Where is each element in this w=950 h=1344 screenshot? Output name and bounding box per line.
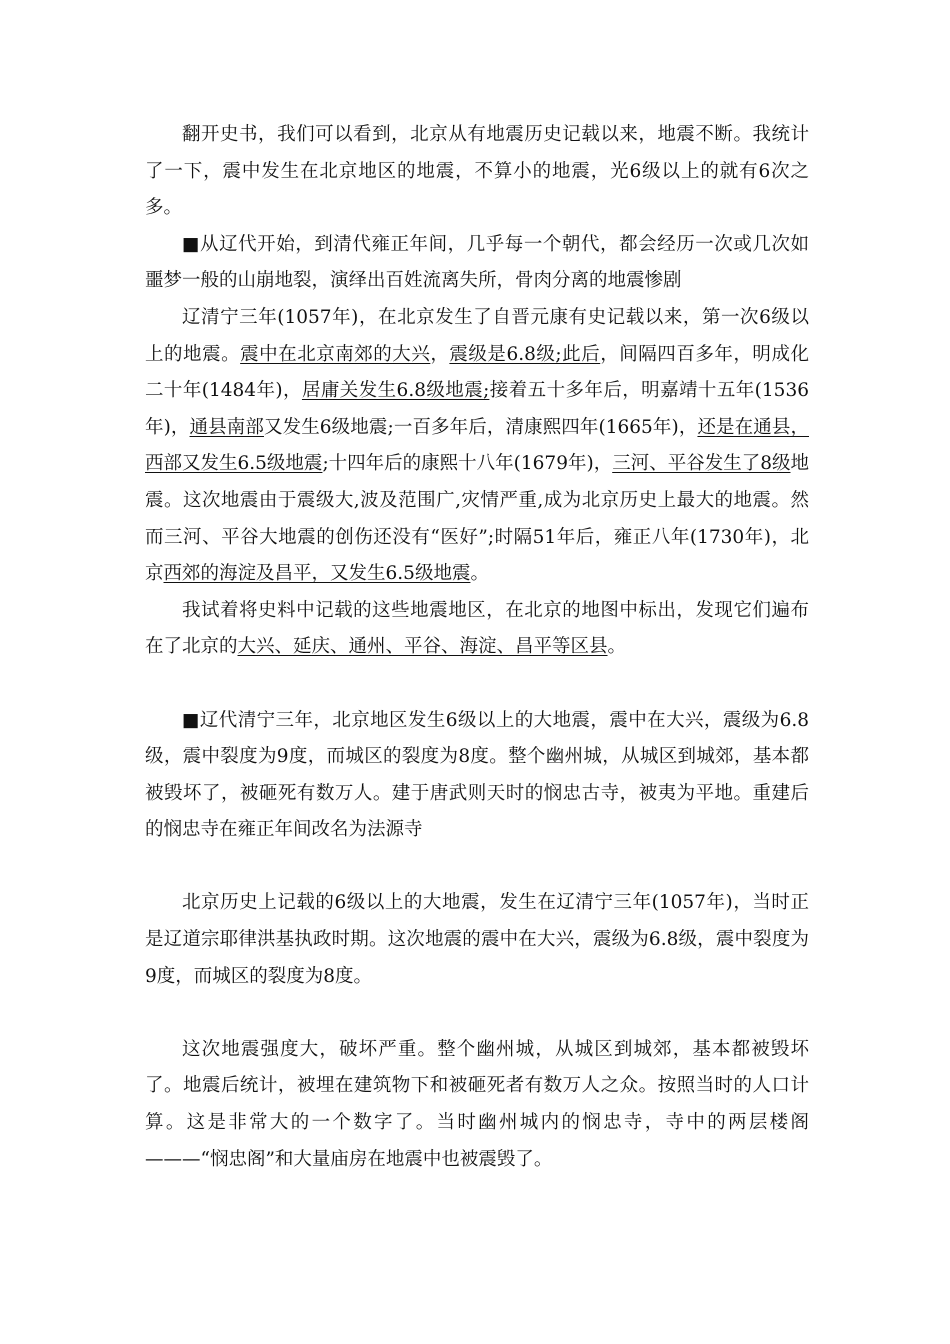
underlined-text: 还是在通县，西部又发生6.5级地震 — [145, 416, 809, 475]
document-body — [145, 117, 809, 1178]
underlined-text: 三河、平谷发生了8级 — [612, 453, 791, 475]
underlined-text: 西郊的海淀及昌平，又发生6.5级地震 — [163, 563, 471, 585]
text-segment: 。 — [470, 563, 489, 585]
paragraph-liao-qingning-quake: ■辽代清宁三年，北京地区发生6级以上的大地震，震中在大兴，震级为6.8级，震中裂度为9度，而城区的裂度为8度。整个幽州城，从城区到城郊，基本都被毁坏了，被砸死有数万人。建于唐武则天时的悯忠古寺，被夷为平地。重建后的悯忠寺在雍正年间改名为法源寺 — [145, 709, 809, 841]
blank-line — [145, 995, 809, 1032]
paragraph-map-districts — [145, 593, 809, 666]
underlined-text: 震中在北京南郊的大兴 — [240, 343, 431, 365]
text-segment: ;十四年后的康熙十八年(1679年)， — [322, 453, 613, 475]
paragraph-liao-to-qing: ■从辽代开始，到清代雍正年间，几乎每一个朝代，都会经历一次或几次如噩梦一般的山崩地裂，演绎出百姓流离失所，骨肉分离的地震惨剧 — [145, 233, 809, 292]
text-segment: ，间隔四百多年，明成化二十年(1484年)， — [145, 343, 809, 402]
paragraph-damage: 这次地震强度大，破坏严重。整个幽州城，从城区到城郊，基本都被毁坏了。地震后统计，被埋在建筑物下和被砸死者有数万人之众。按照当时的人口计算。这是非常大的一个数字了。当时幽州城内的悯忠寺，寺中的两层楼阁———“悯忠阁”和大量庙房在地震中也被震毁了。 — [145, 1038, 809, 1170]
underlined-text: 通县南部 — [189, 416, 264, 438]
underlined-text: 震级是6.8级;此后 — [449, 343, 601, 365]
paragraph-intro: 翻开史书，我们可以看到，北京从有地震历史记载以来，地震不断。我统计了一下，震中发生在北京地区的地震，不算小的地震，光6级以上的就有6次之多。 — [145, 124, 809, 219]
paragraph-earthquake-history — [145, 300, 809, 593]
underlined-text: 居庸关发生6.8级地震; — [301, 380, 490, 402]
underlined-text: 大兴、延庆、通州、平谷、海淀、昌平等区县 — [237, 636, 608, 658]
text-segment: ， — [430, 343, 450, 365]
text-segment: 辽清宁三年(1057年)，在北京发生了自晋元康有史记载以来，第一次6级以上的地震。 — [145, 306, 809, 365]
text-segment: 地震。这次地震由于震级大,波及范围广,灾情严重,成为北京历史上最大的地震。然而三河、平谷大地震的创伤还没有“医好”;时隔51年后，雍正八年(1730年)，北京 — [145, 453, 809, 585]
text-segment: 。 — [607, 636, 627, 658]
text-segment: 我试着将史料中记载的这些地震地区，在北京的地图中标出，发现它们遍布在了北京的 — [145, 599, 809, 658]
blank-line — [145, 849, 809, 886]
text-segment: 又发生6级地震;一百多年后，清康熙四年(1665年)， — [263, 416, 698, 438]
text-segment: 接着五十多年后，明嘉靖十五年(1536年)， — [145, 380, 809, 438]
paragraph-largest-quake: 北京历史上记载的6级以上的大地震，发生在辽清宁三年(1057年)，当时正是辽道宗耶律洪基执政时期。这次地震的震中在大兴，震级为6.8级，震中裂度为9度，而城区的裂度为8度。 — [145, 892, 809, 987]
blank-line — [145, 666, 809, 703]
